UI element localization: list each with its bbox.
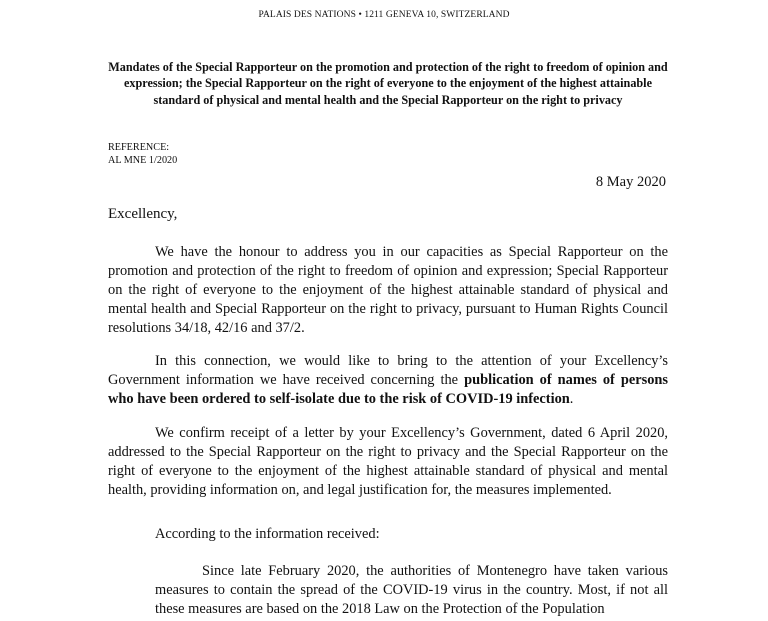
paragraph-according: According to the information received:	[155, 526, 380, 542]
reference-block	[108, 141, 177, 167]
mandates-title: Mandates of the Special Rapporteur on the promotion and protection of the right to freedom of opinion and expression; the Special Rapporteur on the right of everyone to the enjoyment of the highest attainable standard of physical and mental health and the Special Rapporteur on the right to privacy	[108, 60, 668, 107]
paragraph-since: Since late February 2020, the authorities of Montenegro have taken various measures to contain the spread of the COVID-19 virus in the country. Most, if not all these measures are based on the 2018 Law on the Protection of the Population	[155, 563, 668, 617]
paragraph-receipt: We confirm receipt of a letter by your Excellency’s Government, dated 6 April 2020, addressed to the Special Rapporteur on the right to privacy and the Special Rapporteur on the right of everyone to the enjoyment of the highest attainable standard of physical and mental health, providing information on, and legal justification for, the measures implemented.	[108, 425, 668, 498]
paragraph-capacities: We have the honour to address you in our capacities as Special Rapporteur on the promotion and protection of the right to freedom of opinion and expression; Special Rapporteur on the right of everyone to the enjoyment of the highest attainable standard of physical and mental health and Special Rapporteur on the right to privacy, pursuant to Human Rights Council resolutions 34/18, 42/16 and 37/2.	[108, 244, 668, 336]
reference-code: AL MNE 1/2020	[108, 155, 178, 166]
paragraph-connection-bold: publication of names of persons who have been ordered to self-isolate due to the risk of COVID-19 infection	[108, 372, 668, 407]
paragraph-connection	[108, 352, 668, 409]
paragraph-connection-end: .	[569, 391, 574, 407]
reference-label: REFERENCE:	[108, 142, 170, 153]
paragraph-connection-text: In this connection, we would like to bring to the attention of your Excellency’s Government information we have received concerning the	[108, 353, 668, 388]
letter-date: 8 May 2020	[595, 174, 666, 190]
salutation: Excellency,	[108, 206, 178, 222]
header-address: PALAIS DES NATIONS • 1211 GENEVA 10, SWITZERLAND	[258, 10, 510, 20]
